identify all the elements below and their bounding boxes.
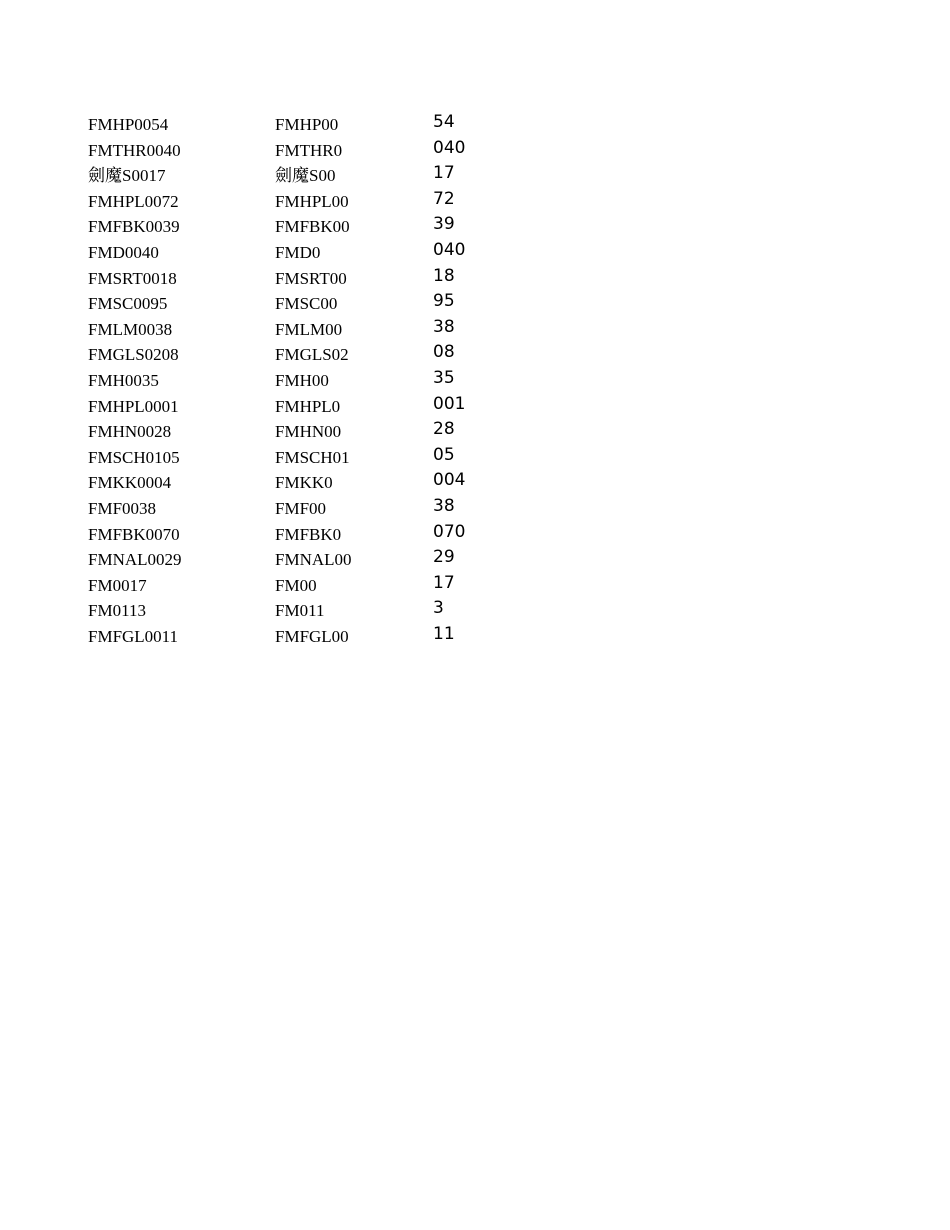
cell-prefix[interactable]: FMFBK0: [275, 524, 342, 544]
cell-suffix[interactable]: 39: [433, 214, 455, 235]
table-row: [88, 445, 508, 471]
table-row: [88, 368, 508, 394]
cell-full-code[interactable]: FMF0038: [88, 498, 157, 518]
cell-prefix[interactable]: FMHPL00: [275, 191, 349, 211]
cell-prefix[interactable]: 劍魔S00: [275, 166, 336, 186]
cell-full-code[interactable]: FMSCH0105: [88, 447, 180, 467]
cell-full-code[interactable]: FMHN0028: [88, 422, 172, 442]
cell-prefix[interactable]: FMHN00: [275, 422, 342, 442]
table-row: [88, 394, 508, 420]
cell-prefix[interactable]: FMFGL00: [275, 626, 349, 646]
cell-prefix[interactable]: FMLM00: [275, 319, 343, 339]
cell-full-code[interactable]: FMTHR0040: [88, 140, 181, 160]
cell-full-code[interactable]: FMSC0095: [88, 294, 168, 314]
cell-prefix[interactable]: FM011: [275, 601, 325, 621]
table-row: [88, 470, 508, 496]
cell-full-code[interactable]: FMHP0054: [88, 115, 169, 134]
cell-full-code[interactable]: FMHPL0001: [88, 396, 179, 416]
spreadsheet-table: [88, 112, 508, 649]
cell-full-code[interactable]: FMH0035: [88, 370, 159, 390]
cell-full-code[interactable]: FMFBK0039: [88, 217, 180, 237]
cell-suffix[interactable]: 54: [433, 112, 455, 132]
cell-prefix[interactable]: FMHPL0: [275, 396, 341, 416]
cell-prefix[interactable]: FMD0: [275, 242, 321, 262]
cell-full-code[interactable]: FMFGL0011: [88, 626, 179, 646]
cell-prefix[interactable]: FM00: [275, 575, 317, 595]
table-row: [88, 598, 508, 624]
cell-suffix[interactable]: 95: [433, 291, 455, 312]
cell-prefix[interactable]: FMHP00: [275, 115, 339, 134]
table-row: [88, 496, 508, 522]
table-row: [88, 214, 508, 240]
cell-suffix[interactable]: 001: [433, 393, 466, 414]
table-row: [88, 138, 508, 164]
cell-full-code[interactable]: FM0017: [88, 575, 147, 595]
cell-prefix[interactable]: FMSC00: [275, 294, 338, 314]
cell-suffix[interactable]: 35: [433, 367, 455, 388]
cell-suffix[interactable]: 38: [433, 495, 455, 516]
cell-prefix[interactable]: FMFBK00: [275, 217, 350, 237]
cell-full-code[interactable]: FMD0040: [88, 242, 159, 262]
table-row: [88, 547, 508, 573]
cell-suffix[interactable]: 72: [433, 188, 455, 209]
table-row: [88, 112, 508, 138]
cell-full-code[interactable]: FMHPL0072: [88, 191, 179, 211]
table-row: [88, 163, 508, 189]
cell-suffix[interactable]: 040: [433, 137, 466, 158]
cell-suffix[interactable]: 3: [433, 598, 444, 619]
cell-full-code[interactable]: FMFBK0070: [88, 524, 180, 544]
cell-full-code[interactable]: FMNAL0029: [88, 550, 182, 570]
cell-prefix[interactable]: FMH00: [275, 370, 329, 390]
cell-suffix[interactable]: 11: [433, 623, 455, 644]
cell-suffix[interactable]: 38: [433, 316, 455, 337]
table-row: [88, 291, 508, 317]
cell-suffix[interactable]: 29: [433, 547, 455, 568]
cell-full-code[interactable]: FMGLS0208: [88, 345, 179, 365]
table-row: [88, 419, 508, 445]
table-row: [88, 573, 508, 599]
cell-suffix[interactable]: 17: [433, 163, 455, 184]
table-row: [88, 189, 508, 215]
cell-suffix[interactable]: 05: [433, 444, 455, 465]
cell-prefix[interactable]: FMF00: [275, 498, 327, 518]
cell-full-code[interactable]: FM0113: [88, 601, 146, 621]
cell-full-code[interactable]: FMKK0004: [88, 473, 172, 493]
cell-full-code[interactable]: 劍魔S0017: [88, 166, 166, 186]
cell-prefix[interactable]: FMTHR0: [275, 140, 343, 160]
cell-suffix[interactable]: 040: [433, 239, 466, 260]
cell-suffix[interactable]: 070: [433, 521, 466, 542]
table-row: [88, 240, 508, 266]
cell-prefix[interactable]: FMGLS02: [275, 345, 349, 365]
cell-suffix[interactable]: 08: [433, 342, 455, 363]
table-row: [88, 266, 508, 292]
cell-prefix[interactable]: FMKK0: [275, 473, 333, 493]
cell-suffix[interactable]: 004: [433, 470, 466, 491]
cell-full-code[interactable]: FMLM0038: [88, 319, 173, 339]
table-row: [88, 342, 508, 368]
cell-prefix[interactable]: FMSRT00: [275, 268, 347, 288]
table-row: [88, 522, 508, 548]
table-row: [88, 624, 508, 650]
cell-suffix[interactable]: 28: [433, 419, 455, 440]
cell-full-code[interactable]: FMSRT0018: [88, 268, 177, 288]
cell-suffix[interactable]: 17: [433, 572, 455, 593]
cell-suffix[interactable]: 18: [433, 265, 455, 286]
cell-prefix[interactable]: FMNAL00: [275, 550, 352, 570]
cell-prefix[interactable]: FMSCH01: [275, 447, 350, 467]
table-row: [88, 317, 508, 343]
